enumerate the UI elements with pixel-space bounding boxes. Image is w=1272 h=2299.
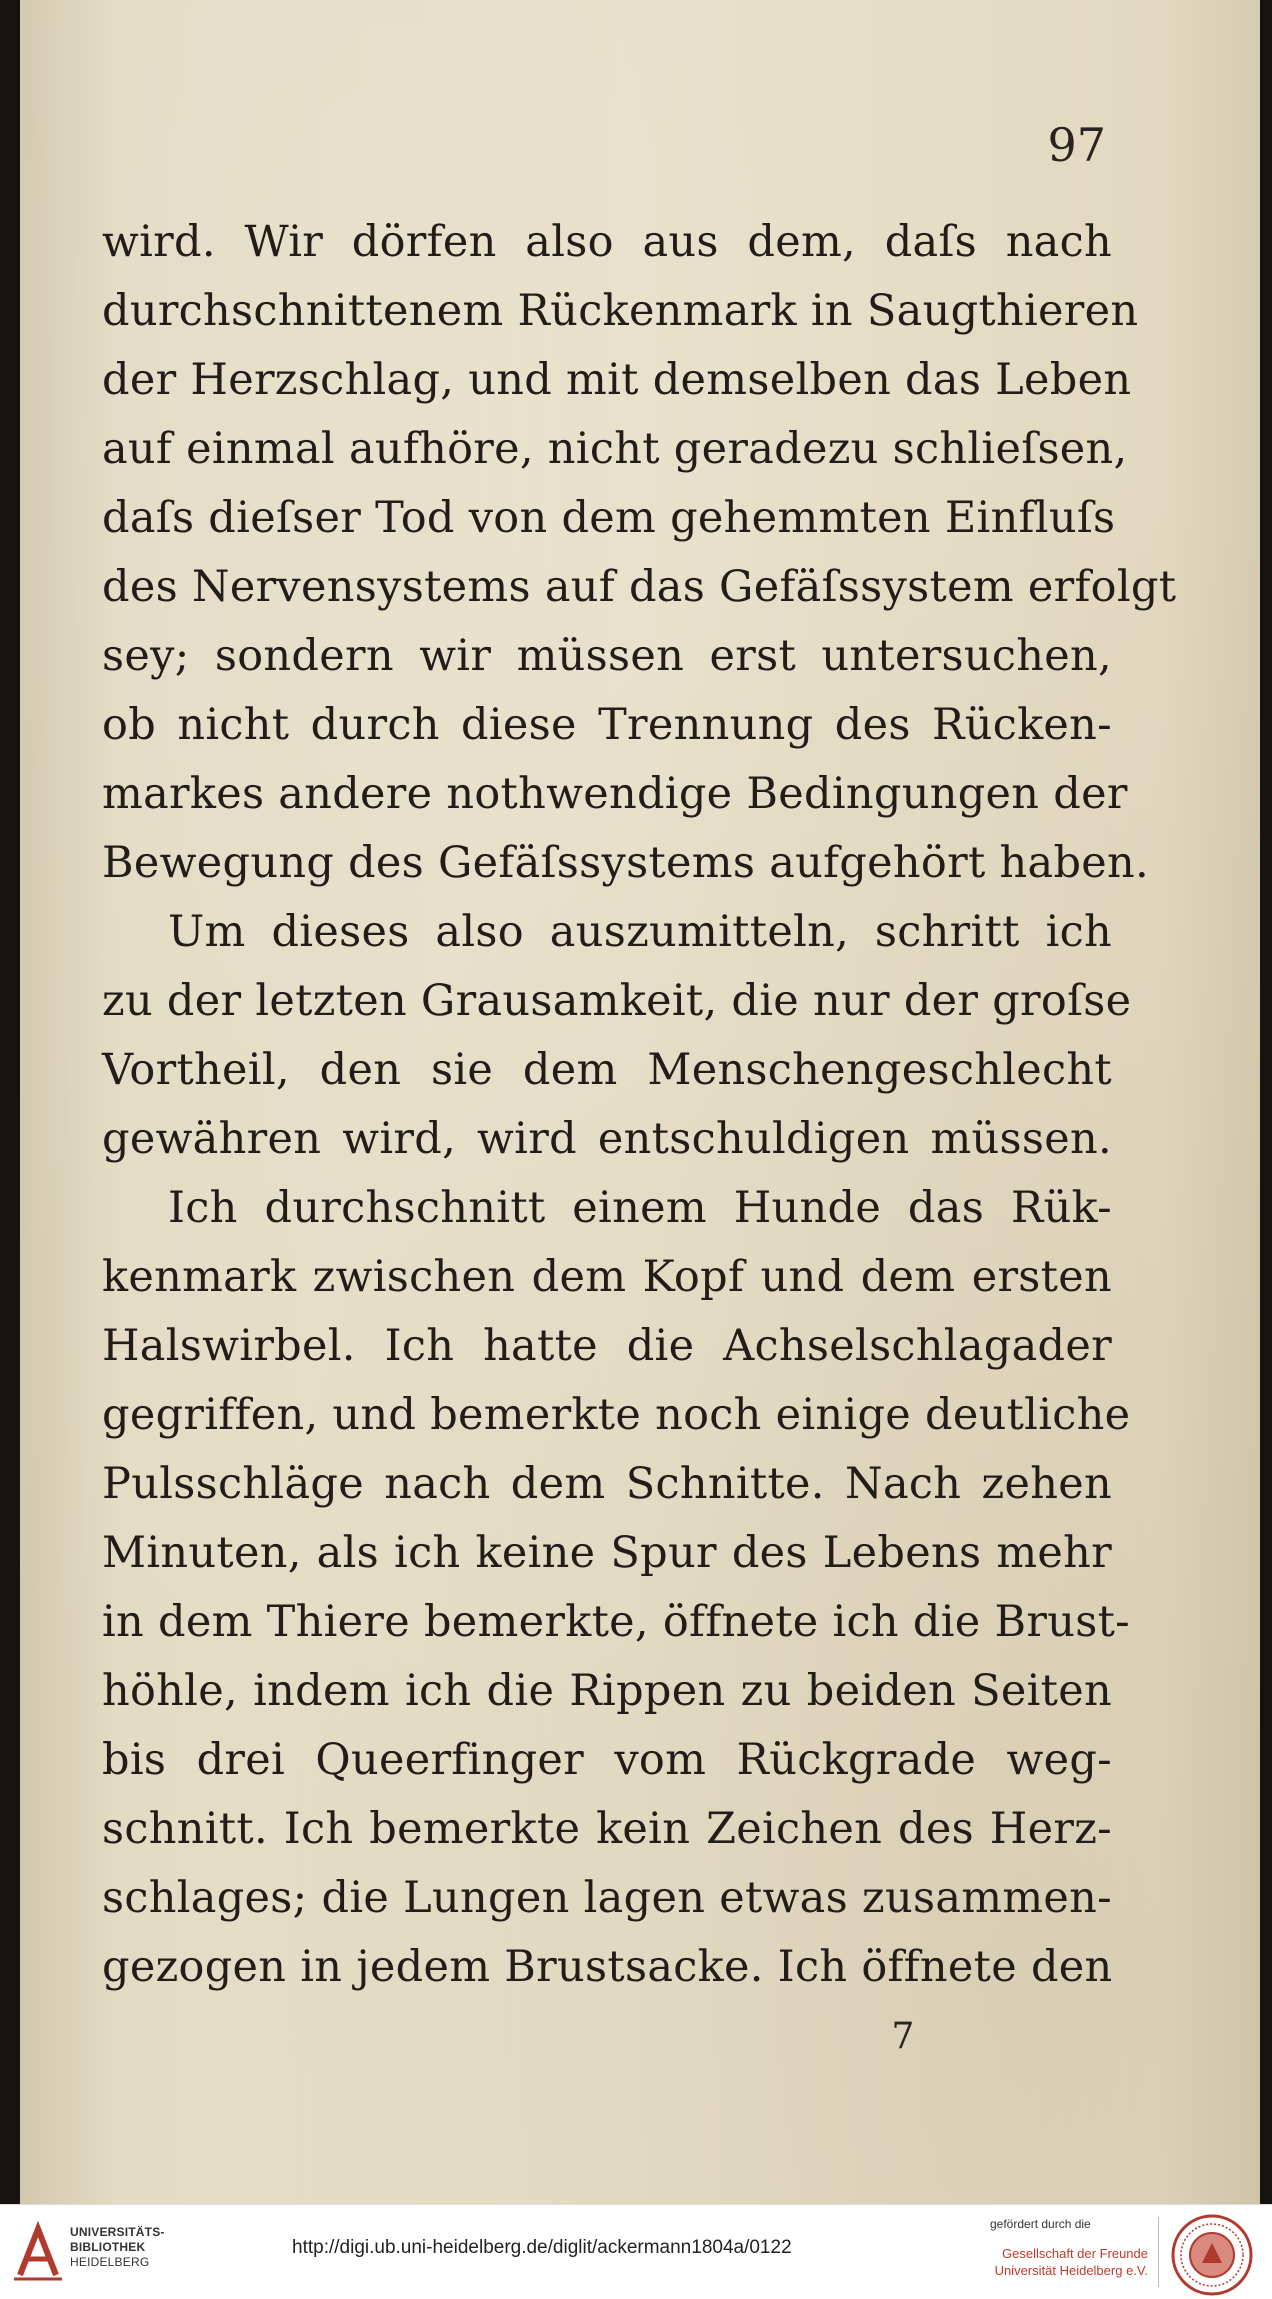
text-line: durchschnittenem Rückenmark in Saugthieren xyxy=(102,286,1139,336)
footer-divider xyxy=(1158,2217,1159,2287)
page-number: 97 xyxy=(1047,118,1106,172)
text-line: bis drei Queerfinger vom Rückgrade weg- xyxy=(102,1735,1112,1785)
text-line: der Herzschlag, und mit demselben das Leben xyxy=(102,355,1132,405)
text-line: schlages; die Lungen lagen etwas zusammen- xyxy=(102,1873,1112,1923)
library-logo-icon xyxy=(12,2219,64,2283)
text-line: in dem Thiere bemerkte, öffnete ich die Brust- xyxy=(102,1597,1131,1647)
text-line: auf einmal aufhöre, nicht geradezu schlieſsen, xyxy=(102,424,1128,474)
text-line: des Nervensystems auf das Gefäſssystem erfolgt xyxy=(102,562,1177,612)
text-line: schnitt. Ich bemerkte kein Zeichen des Herz- xyxy=(102,1804,1112,1854)
text-line: gezogen in jedem Brustsacke. Ich öffnete den xyxy=(102,1942,1113,1992)
text-line: Ich durchschnitt einem Hunde das Rük- xyxy=(168,1183,1112,1233)
text-line: markes andere nothwendige Bedingungen der xyxy=(102,769,1128,819)
text-line: sey; sondern wir müssen erst untersuchen, xyxy=(102,631,1112,681)
text-line: kenmark zwischen dem Kopf und dem ersten xyxy=(102,1252,1112,1302)
text-line: daſs dieſser Tod von dem gehemmten Einfluſs xyxy=(102,493,1116,543)
text-line: Vortheil, den sie dem Menschengeschlecht xyxy=(102,1045,1112,1095)
text-line: zu der letzten Grausamkeit, die nur der groſse xyxy=(102,976,1132,1026)
text-line: Halswirbel. Ich hatte die Achselschlagader xyxy=(102,1321,1112,1371)
footer-bar xyxy=(0,2204,1272,2299)
text-line: höhle, indem ich die Rippen zu beiden Seiten xyxy=(102,1666,1112,1716)
sponsor-label: gefördert durch die xyxy=(990,2217,1091,2231)
library-name xyxy=(70,2225,190,2270)
book-page xyxy=(20,0,1260,2204)
library-name-line: HEIDELBERG xyxy=(70,2255,150,2269)
text-line: ob nicht durch diese Trennung des Rücken- xyxy=(102,700,1112,750)
text-line: gegriffen, und bemerkte noch einige deutliche xyxy=(102,1390,1131,1440)
permalink-url[interactable]: http://digi.ub.uni-heidelberg.de/diglit/ackermann1804a/0122 xyxy=(292,2237,792,2258)
text-line: Pulsschläge nach dem Schnitte. Nach zehen xyxy=(102,1459,1112,1509)
text-line: gewähren wird, wird entschuldigen müssen. xyxy=(102,1114,1112,1164)
sponsor-name-line: Universität Heidelberg e.V. xyxy=(994,2263,1148,2278)
library-name-line: BIBLIOTHEK xyxy=(70,2240,146,2254)
body-text xyxy=(102,208,1177,2002)
text-line: Um dieses also auszumitteln, schritt ich xyxy=(168,907,1112,957)
sponsor-name xyxy=(978,2245,1148,2279)
university-seal-icon xyxy=(1170,2213,1254,2297)
text-line: Minuten, als ich keine Spur des Lebens mehr xyxy=(102,1528,1112,1578)
text-line: wird. Wir dörfen also aus dem, daſs nach xyxy=(102,217,1112,267)
library-name-line: UNIVERSITÄTS- xyxy=(70,2225,165,2239)
sponsor-name-line: Gesellschaft der Freunde xyxy=(1002,2246,1148,2261)
text-line: Bewegung des Gefäſssystems aufgehört haben. xyxy=(102,838,1149,888)
printer-signature: 7 xyxy=(891,2016,915,2057)
